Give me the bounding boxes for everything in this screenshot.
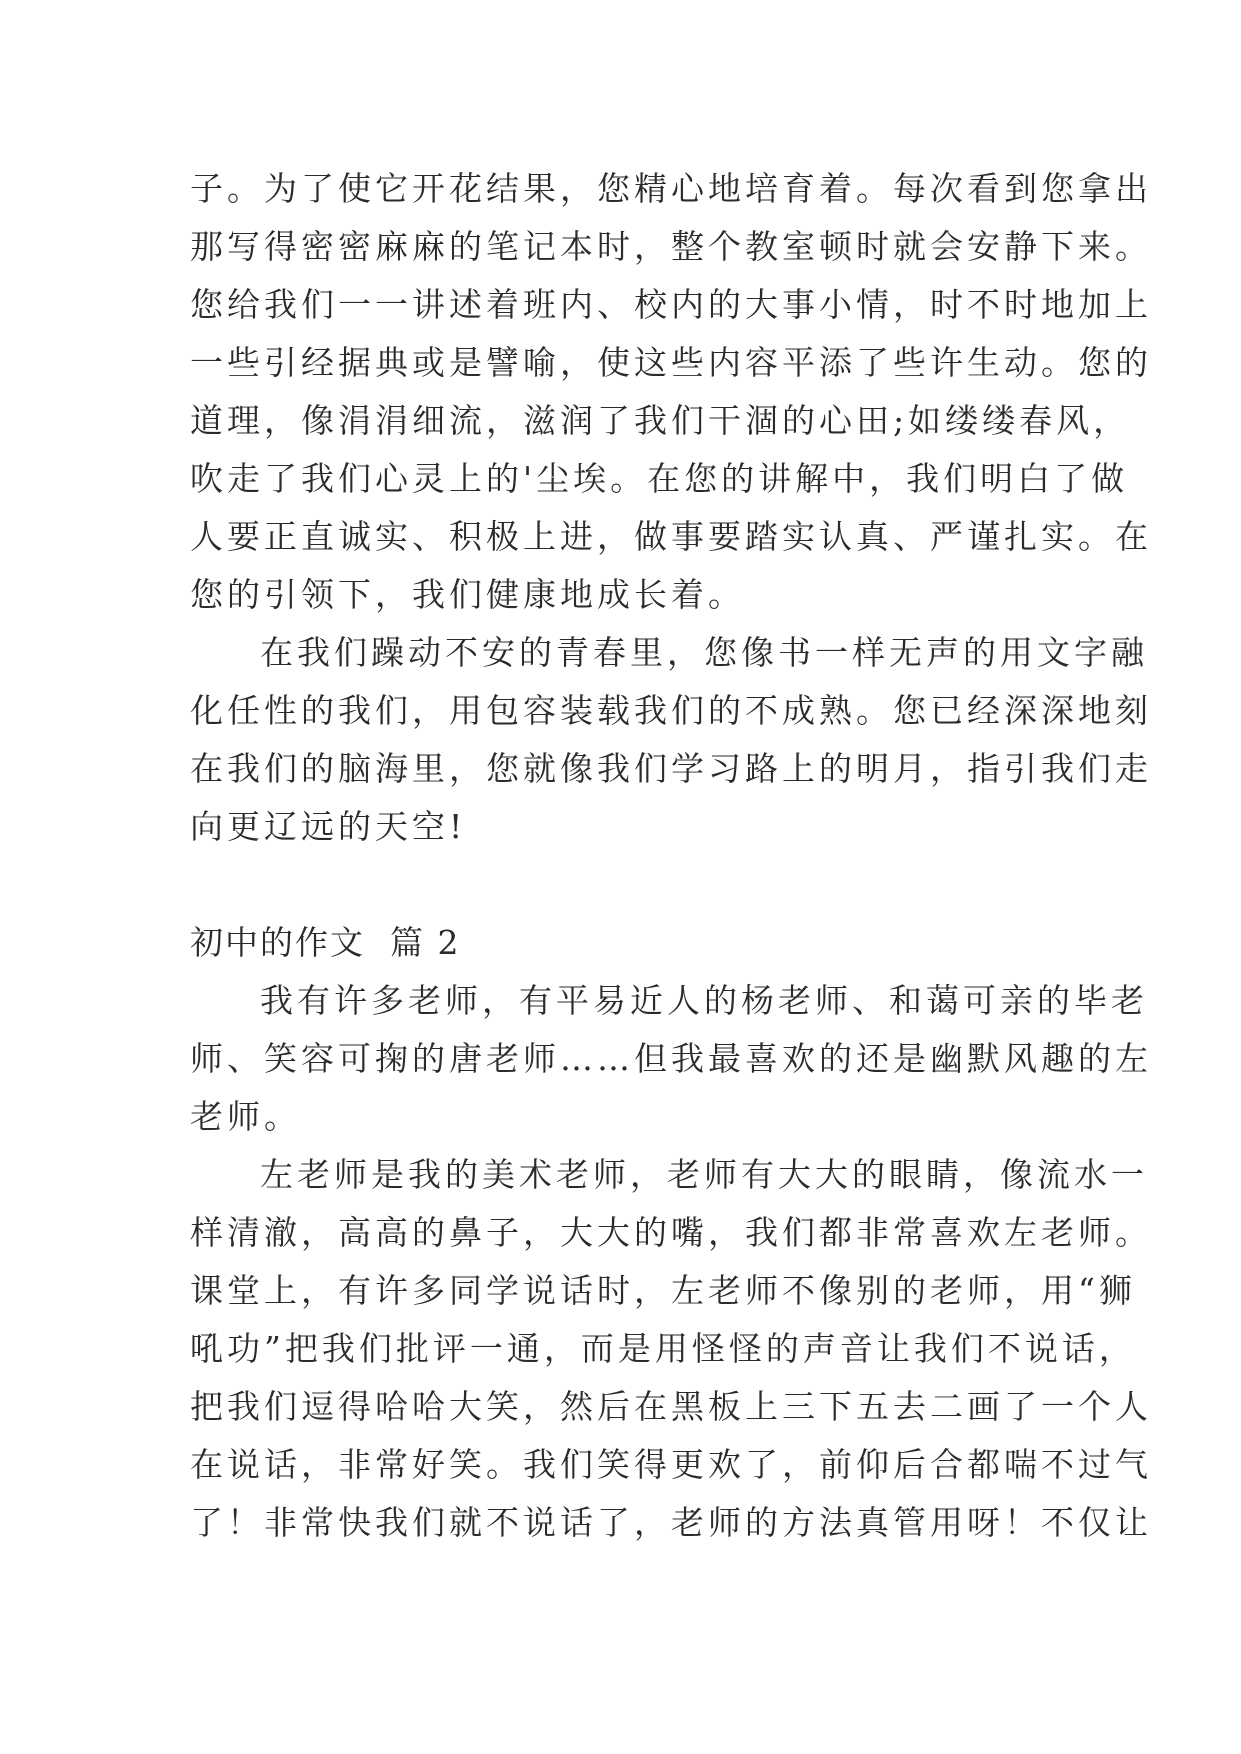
paragraph-continued: [190, 160, 1152, 624]
text-line: 样清澈，高高的鼻子，大大的嘴，我们都非常喜欢左老师。: [190, 1213, 1152, 1252]
text-line: 人要正直诚实、积极上进，做事要踏实认真、严谨扎实。在: [190, 517, 1152, 556]
text-line: 子。为了使它开花结果，您精心地培育着。每次看到您拿出: [190, 169, 1152, 208]
paragraph-description: [190, 1146, 1152, 1552]
text-line: 吹走了我们心灵上的'尘埃。在您的讲解中，我们明白了做: [190, 459, 1129, 498]
section-gap: [190, 856, 1070, 914]
text-line: 师、笑容可掬的唐老师……但我最喜欢的还是幽默风趣的左: [190, 1039, 1152, 1078]
document-body: [190, 160, 1152, 1552]
text-line: 一些引经据典或是譬喻，使这些内容平添了些许生动。您的: [190, 343, 1152, 382]
text-line: 在我们的脑海里，您就像我们学习路上的明月，指引我们走: [190, 749, 1152, 788]
text-line: 化任性的我们，用包容装载我们的不成熟。您已经深深地刻: [190, 691, 1152, 730]
text-line: 把我们逗得哈哈大笑，然后在黑板上三下五去二画了一个人: [190, 1387, 1152, 1426]
text-line: 您给我们一一讲述着班内、校内的大事小情，时不时地加上: [190, 285, 1152, 324]
text-line: 向更辽远的天空!: [190, 807, 467, 846]
paragraph-intro: [190, 972, 1152, 1146]
text-line: 左老师是我的美术老师，老师有大大的眼睛，像流水一: [260, 1155, 1148, 1194]
text-line: 老师。: [190, 1097, 301, 1136]
text-line: 在我们躁动不安的青春里，您像书一样无声的用文字融: [260, 633, 1148, 672]
text-line: 吼功”把我们批评一通，而是用怪怪的声音让我们不说话，: [190, 1329, 1136, 1368]
text-line: 那写得密密麻麻的笔记本时，整个教室顿时就会安静下来。: [190, 227, 1152, 266]
text-line: 您的引领下，我们健康地成长着。: [190, 575, 745, 614]
paragraph-closing: [190, 624, 1152, 856]
text-line: 了！非常快我们就不说话了，老师的方法真管用呀！不仅让: [190, 1503, 1152, 1542]
text-line: 道理，像涓涓细流，滋润了我们干涸的心田;如缕缕春风，: [190, 401, 1131, 440]
text-line: 课堂上，有许多同学说话时，左老师不像别的老师，用“狮: [190, 1271, 1136, 1310]
section-heading: 初中的作文 篇 2: [190, 923, 461, 962]
text-line: 在说话，非常好笑。我们笑得更欢了，前仰后合都喘不过气: [190, 1445, 1152, 1484]
text-line: 我有许多老师，有平易近人的杨老师、和蔼可亲的毕老: [260, 981, 1148, 1020]
